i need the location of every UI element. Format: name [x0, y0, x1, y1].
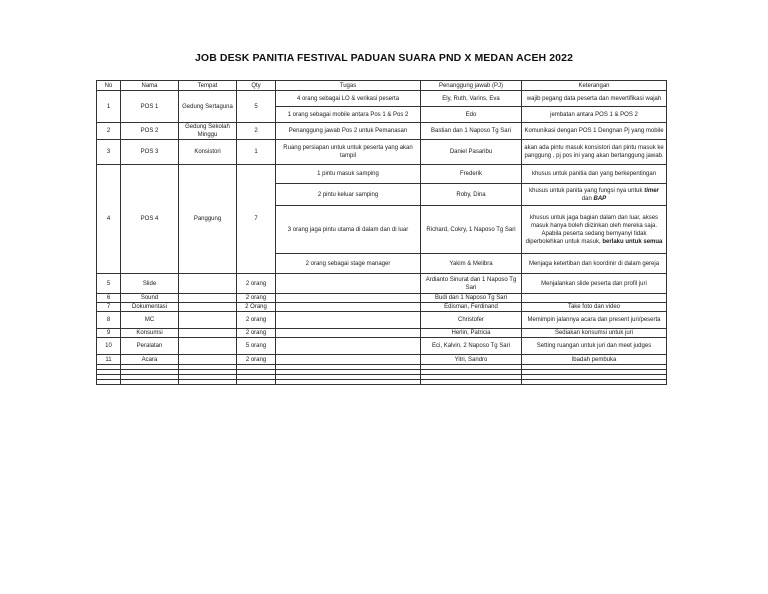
- table-row: [97, 338, 667, 355]
- header-tempat: Tempat: [179, 81, 237, 91]
- cell-nama: POS 4: [121, 165, 179, 274]
- cell-tugas: [276, 338, 421, 355]
- table-header-row: [97, 81, 667, 91]
- cell-pj: Bastian dan 1 Naposo Tg Sari: [421, 123, 522, 140]
- cell-nama: POS 3: [121, 140, 179, 165]
- keterangan-emphasis: BAP: [593, 195, 607, 202]
- table-row: [97, 355, 667, 365]
- cell-pj: Roby, Dina: [421, 184, 522, 206]
- table-row: [97, 329, 667, 338]
- cell-qty: 1: [237, 140, 276, 165]
- header-nama: Nama: [121, 81, 179, 91]
- cell-tempat: Konsistori: [179, 140, 237, 165]
- cell-nama: POS 1: [121, 91, 179, 123]
- cell-keterangan: wajib pegang data peserta dan mevertifikasi wajah: [522, 91, 667, 107]
- cell-keterangan: Sediakan konsumsi untuk juri: [522, 329, 667, 338]
- cell-qty: 5 orang: [237, 338, 276, 355]
- cell-keterangan: [522, 184, 667, 206]
- keterangan-text: dan: [581, 195, 592, 202]
- table-row: [97, 312, 667, 329]
- table-row: [97, 303, 667, 312]
- cell-no: 7: [97, 303, 121, 312]
- cell-keterangan: Menjaga ketertiban dan koordinir di dalam gereja: [522, 254, 667, 274]
- cell-qty: 2 orang: [237, 274, 276, 294]
- empty-row: [97, 380, 667, 385]
- job-desk-table: [96, 80, 667, 385]
- cell-no: 5: [97, 274, 121, 294]
- cell-qty: 5: [237, 91, 276, 123]
- cell-nama: Slide: [121, 274, 179, 294]
- cell-nama: Acara: [121, 355, 179, 365]
- header-no: No: [97, 81, 121, 91]
- cell-keterangan: Take foto dan video: [522, 303, 667, 312]
- table-row: [97, 165, 667, 184]
- cell-pj: Budi dan 1 Naposo Tg Sari: [421, 294, 522, 303]
- cell-no: 4: [97, 165, 121, 274]
- cell-qty: 2 orang: [237, 312, 276, 329]
- cell-no: 2: [97, 123, 121, 140]
- cell-pj: Yitri, Sandro: [421, 355, 522, 365]
- cell-tugas: [276, 355, 421, 365]
- cell-nama: Konsumsi: [121, 329, 179, 338]
- header-qty: Qty: [237, 81, 276, 91]
- cell-pj: Daniel Pasaribu: [421, 140, 522, 165]
- table-row: [97, 140, 667, 165]
- cell-tugas: Ruang persiapan untuk untuk peserta yang akan tampil: [276, 140, 421, 165]
- cell-qty: 2 orang: [237, 294, 276, 303]
- cell-pj: Yakim & Melibra: [421, 254, 522, 274]
- cell-tugas: 1 orang sebagai mobile antara Pos 1 & Pos 2: [276, 107, 421, 123]
- cell-no: 1: [97, 91, 121, 123]
- cell-tugas: [276, 294, 421, 303]
- cell-pj: Edisman, Ferdinand: [421, 303, 522, 312]
- cell-keterangan: Komunikasi dengan POS 1 Dengnan Pj yang mobile: [522, 123, 667, 140]
- cell-pj: Richard, Cokry, 1 Naposo Tg Sari: [421, 206, 522, 254]
- cell-no: 9: [97, 329, 121, 338]
- cell-keterangan: jembatan antara POS 1 & POS 2: [522, 107, 667, 123]
- cell-qty: 2: [237, 123, 276, 140]
- cell-tugas: 1 pintu masuk samping: [276, 165, 421, 184]
- cell-keterangan: [522, 294, 667, 303]
- cell-nama: MC: [121, 312, 179, 329]
- cell-tempat: [179, 312, 237, 329]
- cell-keterangan: akan ada pintu masuk konsistori dan pintu masuk ke panggung , pj pos ini yang akan bertanggung jawab.: [522, 140, 667, 165]
- cell-qty: 2 Orang: [237, 303, 276, 312]
- cell-keterangan: Ibadah pembuka: [522, 355, 667, 365]
- cell-pj: Ardianto Sinurat dan 1 Naposo Tg Sari: [421, 274, 522, 294]
- cell-keterangan: Menjalankan slide peserta dan profil juri: [522, 274, 667, 294]
- cell-tempat: [179, 274, 237, 294]
- cell-nama: POS 2: [121, 123, 179, 140]
- cell-nama: Dokumentasi: [121, 303, 179, 312]
- cell-no: 3: [97, 140, 121, 165]
- header-tugas: Tugas: [276, 81, 421, 91]
- cell-no: 11: [97, 355, 121, 365]
- table-row: [97, 123, 667, 140]
- table-row: [97, 294, 667, 303]
- cell-tugas: Penanggung jawab Pos 2 untuk Pemanasan: [276, 123, 421, 140]
- cell-keterangan: [522, 206, 667, 254]
- cell-tugas: [276, 274, 421, 294]
- cell-pj: Herlin, Patricia: [421, 329, 522, 338]
- cell-tempat: [179, 294, 237, 303]
- cell-tugas: [276, 303, 421, 312]
- cell-tempat: Gedung Sekolah Minggu: [179, 123, 237, 140]
- table-row: [97, 274, 667, 294]
- cell-no: 8: [97, 312, 121, 329]
- cell-qty: 2 orang: [237, 355, 276, 365]
- cell-tempat: [179, 329, 237, 338]
- keterangan-text: khusus untuk panita yang fungsi nya untuk: [529, 187, 643, 194]
- header-pj: Penanggung jawab (PJ): [421, 81, 522, 91]
- cell-tugas: 2 orang sebagai stage manager: [276, 254, 421, 274]
- cell-pj: Eci, Kalvin, 2 Naposo Tg Sari: [421, 338, 522, 355]
- cell-no: 6: [97, 294, 121, 303]
- cell-qty: 2 orang: [237, 329, 276, 338]
- header-keterangan: Keterangan: [522, 81, 667, 91]
- cell-pj: Edo: [421, 107, 522, 123]
- cell-tugas: 3 orang jaga pintu utama di dalam dan di luar: [276, 206, 421, 254]
- table-row: [97, 91, 667, 107]
- cell-keterangan: Setting ruangan untuk juri dan meet judges: [522, 338, 667, 355]
- cell-keterangan: khusus untuk panitia dan yang berkepentingan: [522, 165, 667, 184]
- keterangan-emphasis: timer: [644, 187, 659, 194]
- cell-tempat: Panggung: [179, 165, 237, 274]
- keterangan-emphasis: berlaku untuk semua: [602, 238, 663, 245]
- cell-qty: 7: [237, 165, 276, 274]
- cell-no: 10: [97, 338, 121, 355]
- document-title: JOB DESK PANITIA FESTIVAL PADUAN SUARA PND X MEDAN ACEH 2022: [194, 52, 574, 64]
- cell-tugas: 2 pintu keluar samping: [276, 184, 421, 206]
- cell-tempat: Gedung Sertaguna: [179, 91, 237, 123]
- cell-tempat: [179, 355, 237, 365]
- cell-nama: Sound: [121, 294, 179, 303]
- cell-pj: Christofer: [421, 312, 522, 329]
- cell-tempat: [179, 338, 237, 355]
- cell-tugas: 4 orang sebagai LO & verikasi peserta: [276, 91, 421, 107]
- cell-tugas: [276, 312, 421, 329]
- cell-nama: Peralatan: [121, 338, 179, 355]
- cell-pj: Ely, Ruth, Varins, Eva: [421, 91, 522, 107]
- cell-keterangan: Memimpin jalannya acara dan present juri/peserta: [522, 312, 667, 329]
- keterangan-text: khusus untuk jaga bagian dalam dan luar, akses masuk hanya boleh diizinkan oleh mereka saja. Apabila peserta sedang bernyanyi tidak diperbolehkan untuk masuk,: [525, 214, 659, 245]
- cell-pj: Frederik: [421, 165, 522, 184]
- cell-tempat: [179, 303, 237, 312]
- cell-tugas: [276, 329, 421, 338]
